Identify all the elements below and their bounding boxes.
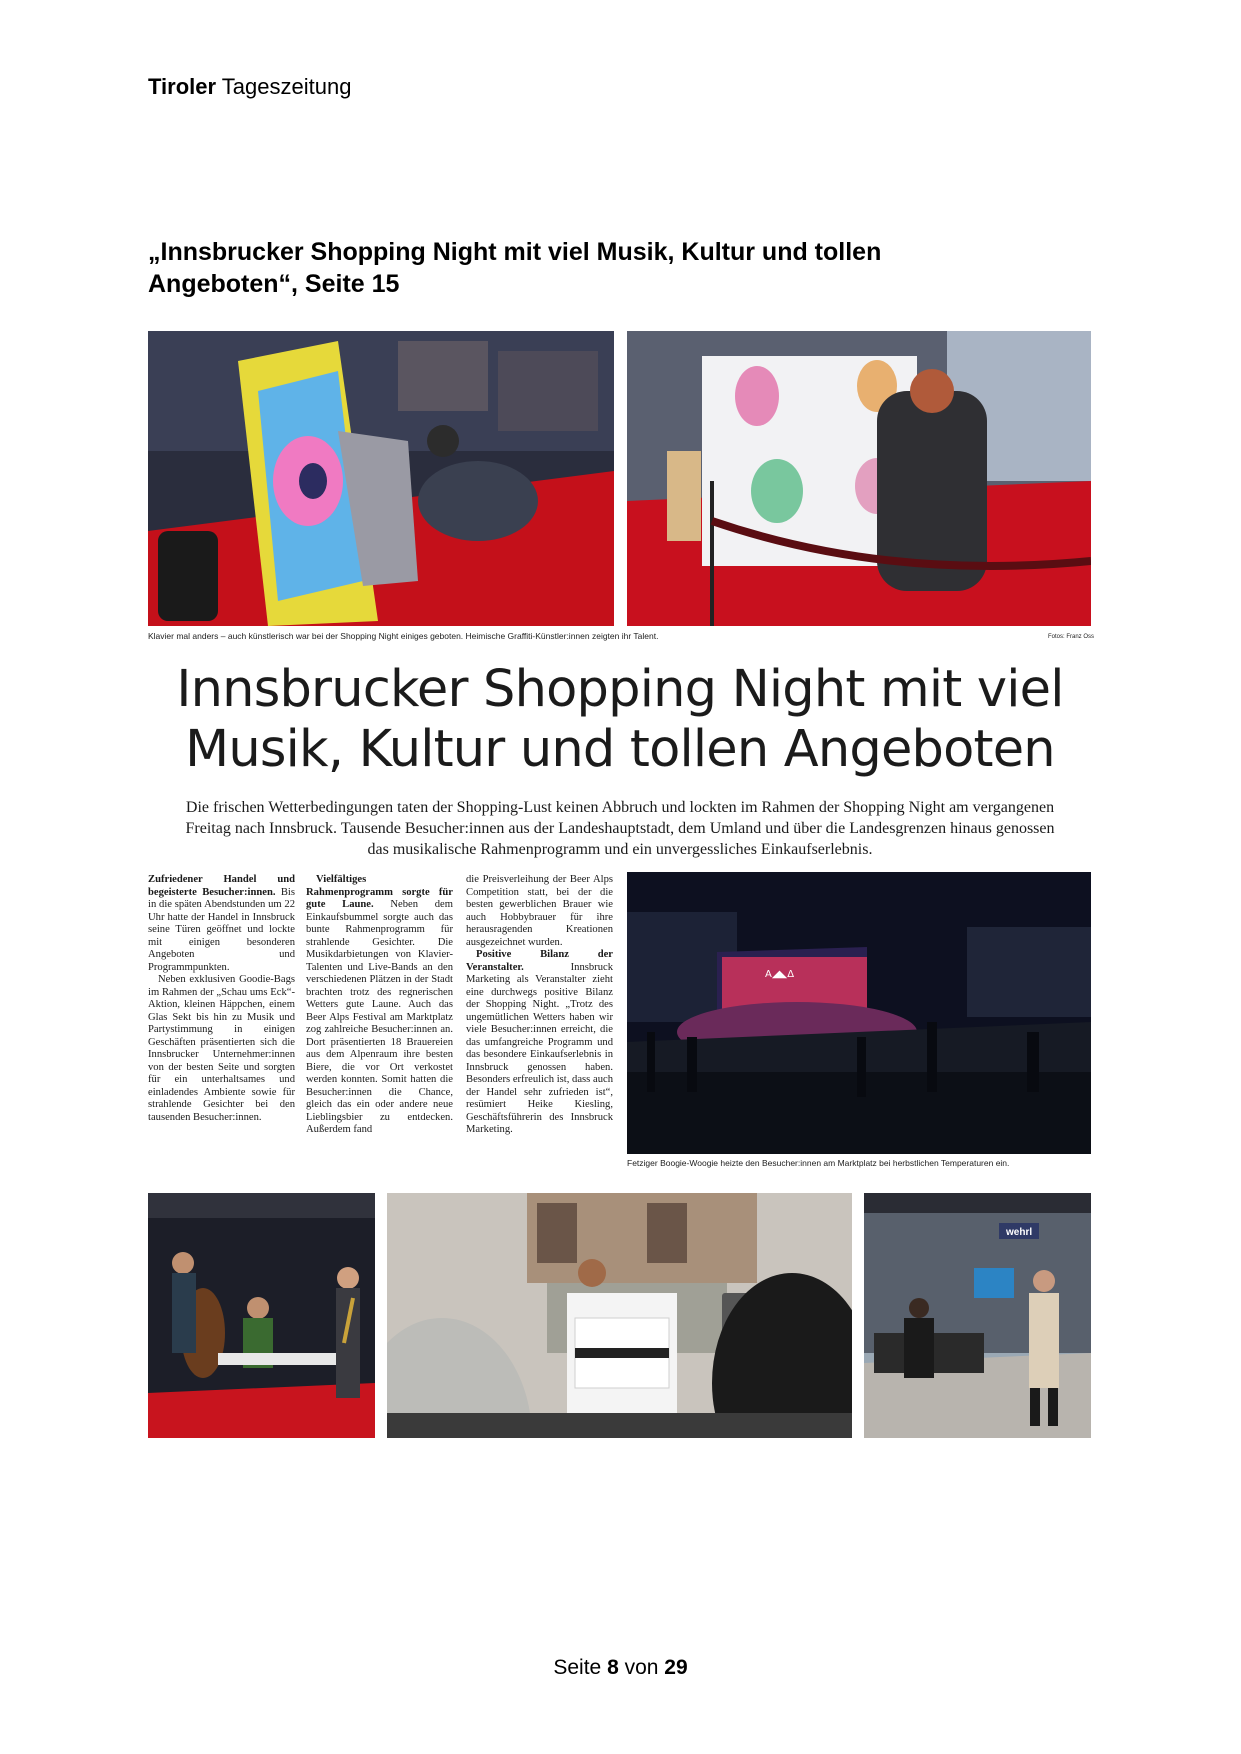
publication-name-bold: Tiroler (148, 74, 217, 99)
column-3-text: die Preisverleihung der Beer Alps Competition statt, bei der die besten gewerblichen Brauer wie auch Hobbybrauer für ihre herausragenden Kreationen ausgezeichnet wurden. (466, 874, 613, 948)
column-2-text: Neben dem Einkaufsbummel sorgte auch das bunte Rahmenprogramm für strahlende Gesichter. Die Musikdarbietungen von Klavier-Talenten und Live-Bands an den verschiedenen Plätzen in der Stadt brachten trotz des regnerischen Wetters gute Laune. Auch das Beer Alps Festival am Marktplatz zog zahlreiche Besucher:innen an. Dort präsentierten 18 Brauereien aus dem Alpenraum ihre besten Biere, die vor Ort verkostet werden konnten. Somit hatten die Besucher:innen die Chance, gleich das ein oder andere neue Lieblingsbier zu entdecken. Außerdem fand (306, 899, 453, 1135)
footer-prefix: Seite (553, 1656, 608, 1679)
article-lead: Die frischen Wetterbedingungen taten der Shopping-Lust keinen Abbruch und lockten im Rahmen der Shopping Night am vergangenen Freitag nach Innsbruck. Tausende Besucher:innen aus der Landeshauptstadt, dem Umland und über die Landesgrenzen hinaus genossen das musikalische Rahmenprogramm und ein unvergessliches Einkaufserlebnis. (185, 799, 1055, 858)
total-pages: 29 (664, 1656, 688, 1679)
photo-singer-pianist (864, 1193, 1091, 1438)
column-1-text: Bis in die späten Abendstunden um 22 Uhr hatte der Handel in Innsbruck seine Türen geöffnet und lockte mit einigen besonderen Angeboten und Programmpunkten. (148, 886, 295, 973)
subhead-1: Zufriedener Handel und begeisterte Besucher:innen. (148, 874, 295, 898)
photo-graffiti-piano-left (148, 331, 614, 626)
article-column-3 (466, 874, 613, 1174)
subhead-2: Vielfältiges Rahmenprogramm sorgte für gute Laune. (306, 874, 453, 910)
photo-caption-top: Klavier mal anders – auch künstlerisch war bei der Shopping Night einiges geboten. Heimische Graffiti-Künstler:innen zeigten ihr Talent. (148, 631, 659, 641)
photo-concert-marktplatz (627, 872, 1091, 1154)
article-headline (148, 660, 1092, 780)
concert-photo-caption: Fetziger Boogie-Woogie heizte den Besucher:innen am Marktplatz bei herbstlichen Temperaturen ein. (627, 1158, 1010, 1168)
photo-street-piano (387, 1193, 852, 1438)
stage-truss-text: A◢◣Δ (765, 969, 795, 980)
column-3-text-2: Innsbruck Marketing als Veranstalter zieht eine durchwegs positive Bilanz der Shopping Night. „Trotz des ungemütlichen Wetters haben wir viele Besucher:innen erreicht, die das umfangreiche Programm und das besondere Einkaufserlebnis in Innsbruck genossen haben. Besonders erfreulich ist, dass auch der Handel sehr zufrieden ist“, resümiert Heike Kiesling, Geschäftsführerin des Innsbruck Marketing. (466, 961, 613, 1135)
page-footer (0, 1656, 1241, 1680)
article-column-1 (148, 874, 295, 1174)
clip-title: „Innsbrucker Shopping Night mit viel Musik, Kultur und tollen Angeboten“, Seite 15 (148, 238, 882, 298)
headline-line-2: Musik, Kultur und tollen Angeboten (185, 720, 1055, 779)
subhead-3: Positive Bilanz der Veranstalter. (466, 949, 613, 973)
photo-graffiti-piano-right (627, 331, 1091, 626)
footer-middle: von (618, 1656, 665, 1679)
photo-credit: Fotos: Franz Oss (1048, 634, 1095, 640)
photo-band-tent (148, 1193, 375, 1438)
publication-name-rest: Tageszeitung (216, 74, 352, 99)
article-column-2 (306, 874, 453, 1174)
publication-name (148, 74, 351, 100)
store-sign-text: wehrl (1006, 1227, 1033, 1238)
current-page-number: 8 (607, 1656, 619, 1679)
column-1-text-2: Neben exklusiven Goodie-Bags im Rahmen der „Schau ums Eck“-Aktion, kleinen Häppchen, einem Glas Sekt bis hin zu Musik und Partystimmung in einigen Geschäften präsentierten sich die Innsbrucker Unternehmer:innen von der besten Seite und sorgten für ein unterhaltsames und einladendes Ambiente sowie für strahlende Gesichter bei den tausenden Besucher:innen. (148, 974, 295, 1123)
headline-line-1: Innsbrucker Shopping Night mit viel (176, 660, 1064, 719)
